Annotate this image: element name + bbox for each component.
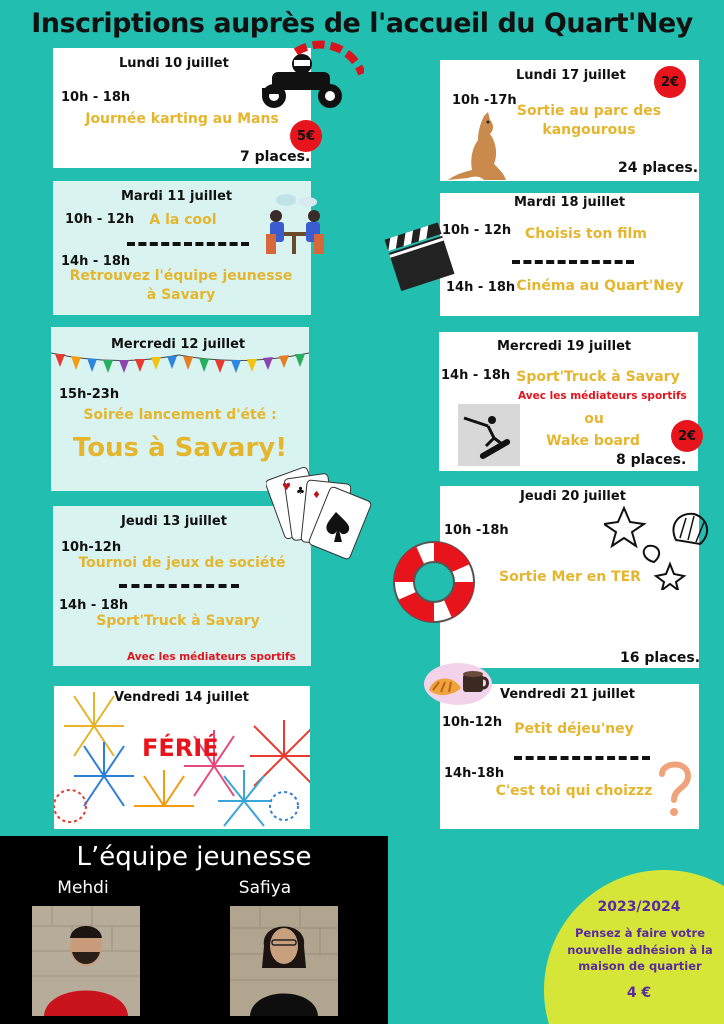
team-panel: [0, 836, 388, 1024]
event-activity: Sport'Truck à Savary: [96, 613, 260, 629]
event-time: 10h - 12h: [442, 223, 512, 238]
event-day: Lundi 17 juillet: [516, 68, 626, 83]
meeting-people-icon: [262, 190, 328, 258]
event-activity: Cinéma au Quart'Ney: [516, 278, 684, 294]
event-day: Vendredi 21 juillet: [500, 687, 635, 702]
event-activity: Retrouvez l'équipe jeunesse à Savary: [69, 268, 293, 303]
membership-year: 2023/2024: [597, 899, 681, 915]
event-activity: Soirée lancement d'été :: [83, 407, 277, 423]
svg-text:♣: ♣: [296, 486, 305, 497]
event-time: 10h - 18h: [61, 90, 131, 105]
member-name-safiya: Safiya: [238, 878, 292, 898]
places-count: 7 places.: [240, 149, 311, 165]
event-time: 14h - 18h: [59, 598, 129, 613]
divider-dashes: [127, 242, 249, 246]
playing-cards-icon: [266, 462, 374, 570]
divider-dashes: [514, 756, 650, 760]
avatar-safiya: [230, 906, 338, 1016]
event-day: Jeudi 20 juillet: [520, 489, 626, 504]
places-count: 8 places.: [616, 452, 687, 468]
seashells-icon: [604, 504, 714, 590]
divider-dashes: [119, 584, 239, 588]
price-badge: 2€: [671, 420, 703, 452]
event-day: Jeudi 13 juillet: [121, 514, 227, 529]
event-day: Lundi 10 juillet: [119, 56, 229, 71]
event-highlight: Tous à Savary!: [72, 433, 288, 463]
svg-text:♥: ♥: [282, 482, 291, 493]
event-activity: Sport'Truck à Savary: [516, 369, 680, 385]
event-activity: C'est toi qui choizzz: [495, 783, 653, 799]
event-day: Mardi 11 juillet: [121, 189, 233, 204]
price-badge: 5€: [290, 120, 322, 152]
clapperboard-icon: [380, 210, 456, 294]
lifebuoy-icon: [386, 534, 482, 630]
event-time: 10h -18h: [444, 523, 509, 538]
places-count: 16 places.: [620, 650, 701, 666]
event-time: 10h -17h: [452, 93, 517, 108]
wakeboard-icon: [458, 404, 520, 466]
event-card-mardi-18: [440, 193, 699, 316]
event-activity: Sortie Mer en TER: [499, 569, 641, 585]
avatar-mehdi: [32, 906, 140, 1016]
event-note: Avec les médiateurs sportifs: [518, 390, 687, 402]
team-title: L’équipe jeunesse: [76, 842, 312, 872]
event-activity: Petit déjeu'ney: [514, 721, 634, 737]
event-note: Avec les médiateurs sportifs: [127, 651, 296, 663]
kangaroo-icon: [444, 110, 508, 182]
event-time: 14h - 18h: [441, 368, 511, 383]
event-time: 10h-12h: [61, 540, 122, 555]
event-activity: Choisis ton film: [525, 226, 647, 242]
event-day: Mercredi 19 juillet: [497, 339, 632, 354]
event-time: 14h - 18h: [61, 254, 131, 269]
membership-text: Pensez à faire votre nouvelle adhésion à la maison de quartier: [567, 926, 713, 974]
event-day: Mercredi 12 juillet: [111, 337, 246, 352]
breakfast-icon: [423, 660, 493, 706]
event-activity: A la cool: [149, 212, 217, 228]
places-count: 24 places.: [618, 160, 699, 176]
event-or: ou: [584, 411, 604, 427]
kart-icon: [256, 40, 364, 112]
ferie-label: FÉRIÉ: [142, 734, 219, 762]
svg-text:♦: ♦: [312, 490, 321, 501]
membership-price: 4 €: [626, 985, 652, 1001]
event-time: 10h - 12h: [65, 212, 135, 227]
event-day: Mardi 18 juillet: [514, 195, 626, 210]
event-activity: Journée karting au Mans: [85, 111, 279, 127]
event-activity: Tournoi de jeux de société: [78, 555, 286, 571]
event-card-vendredi-14: [54, 686, 310, 829]
event-time: 15h-23h: [59, 387, 120, 402]
event-time: 10h-12h: [442, 715, 503, 730]
page-title: Inscriptions auprès de l'accueil du Quart'Ney: [31, 8, 693, 39]
event-time: 14h-18h: [444, 766, 505, 781]
price-badge: 2€: [654, 66, 686, 98]
divider-dashes: [512, 260, 634, 264]
event-activity: Sortie au parc des kangourous: [516, 103, 662, 138]
event-day: Vendredi 14 juillet: [114, 690, 249, 705]
question-mark-icon: [654, 758, 696, 820]
member-name-mehdi: Mehdi: [57, 878, 109, 898]
event-time: 14h - 18h: [446, 280, 516, 295]
event-activity: Wake board: [546, 433, 640, 449]
bunting-icon: [51, 347, 309, 381]
